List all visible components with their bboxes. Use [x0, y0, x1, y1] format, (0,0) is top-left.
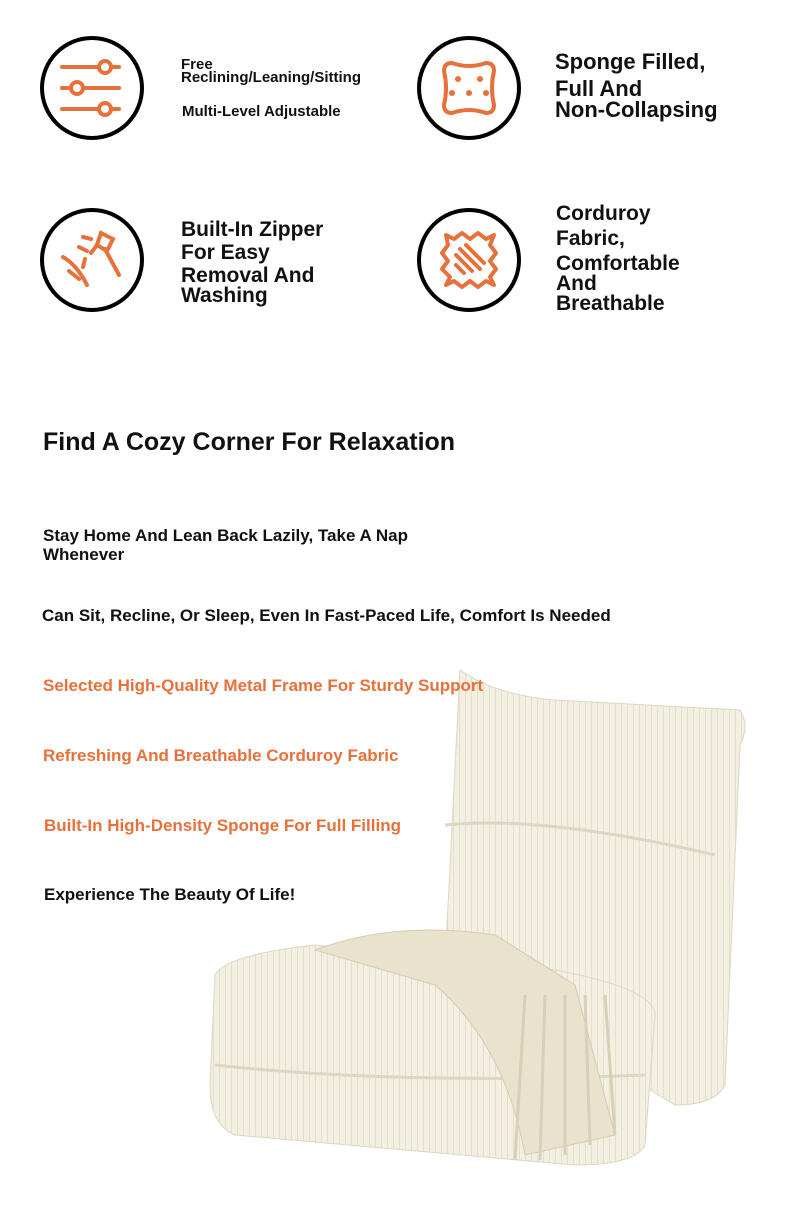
section-heading: Find A Cozy Corner For Relaxation — [43, 428, 456, 456]
sponge-icon — [417, 36, 521, 140]
feature-text: Removal And — [181, 263, 315, 287]
feature-text: Breathable — [556, 292, 665, 315]
feature-corduroy: Refreshing And Breathable Corduroy Fabric — [43, 746, 399, 765]
feature-text: Washing — [181, 283, 268, 307]
zipper-icon — [40, 208, 144, 312]
feature-text: Sponge Filled, — [555, 49, 706, 74]
feature-text: Fabric, — [556, 227, 625, 250]
body-line-2: Can Sit, Recline, Or Sleep, Even In Fast-Paced Life, Comfort Is Needed — [42, 606, 611, 625]
feature-text: Comfortable — [556, 252, 680, 275]
feature-metal-frame: Selected High-Quality Metal Frame For Sturdy Support — [43, 676, 484, 695]
body-line-1 — [43, 526, 408, 564]
floor-chair-image — [195, 665, 755, 1175]
feature-text: Free — [181, 56, 213, 73]
feature-text: Built-In Zipper — [181, 218, 324, 241]
feature-text: Reclining/Leaning/Sitting — [181, 69, 361, 86]
feature-sponge-title — [555, 49, 718, 122]
feature-fabric-title — [556, 204, 680, 314]
feature-sponge: Built-In High-Density Sponge For Full Filling — [44, 816, 401, 835]
closing-line: Experience The Beauty Of Life! — [44, 885, 296, 904]
feature-text: For Easy — [181, 240, 270, 264]
fabric-icon — [417, 208, 521, 312]
body-text: Whenever — [43, 545, 125, 564]
feature-recline-sub: Multi-Level Adjustable — [182, 103, 341, 120]
body-text: Stay Home And Lean Back Lazily, Take A Nap — [43, 526, 408, 545]
feature-text: Corduroy — [556, 202, 651, 225]
feature-text: Full And — [555, 75, 643, 101]
feature-text: And — [556, 272, 597, 295]
sliders-icon — [40, 36, 144, 140]
feature-text: Non-Collapsing — [555, 96, 718, 122]
feature-recline-title — [181, 58, 361, 84]
feature-zipper-title — [181, 220, 323, 306]
